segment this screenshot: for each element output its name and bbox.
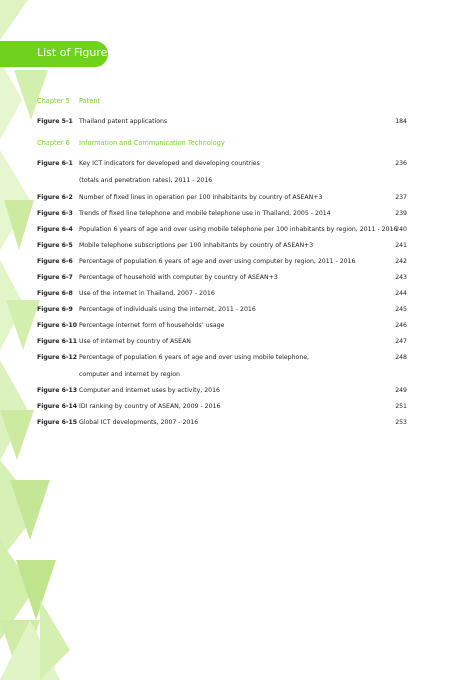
figure-title: Use of the internet in Thailand, 2007 - 2016 (79, 290, 215, 297)
figure-page: 242 (395, 258, 407, 265)
figure-number: Figure 6-9 (37, 306, 73, 313)
figure-page: 243 (395, 274, 407, 281)
figure-page: 248 (395, 354, 407, 361)
figure-page: 249 (395, 387, 407, 394)
figure-number: Figure 6-3 (37, 210, 73, 217)
figure-number: Figure 6-8 (37, 290, 73, 297)
page-title: List of Figures (37, 46, 114, 59)
figure-title: Number of fixed lines in operation per 100 inhabitants by country of ASEAN+3 (79, 194, 323, 201)
figure-title: Mobile telephone subscriptions per 100 inhabitants by country of ASEAN+3 (79, 242, 314, 249)
figure-number: Figure 6-1 (37, 160, 73, 167)
figure-number: Figure 6-6 (37, 258, 73, 265)
figure-title: Trends of fixed line telephone and mobile telephone use in Thailand, 2005 - 2014 (79, 210, 331, 217)
figure-number: Figure 6-7 (37, 274, 73, 281)
figure-title: Percentage of population 6 years of age and over using mobile telephone, computer and internet by region (79, 354, 310, 378)
figure-number: Figure 6-2 (37, 194, 73, 201)
figure-title: Thailand patent applications (79, 118, 168, 125)
figure-title: Percentage internet form of households’ usage (79, 322, 225, 329)
figure-page: 247 (395, 338, 407, 345)
chapter-title: Patent (79, 97, 101, 105)
figure-page: 236 (395, 160, 407, 167)
figure-number: Figure 6-14 (37, 403, 78, 410)
figure-page: 241 (395, 242, 407, 249)
figure-title: Population 6 years of age and over using mobile telephone per 100 inhabitants by region, 2011 - 2016 (79, 226, 398, 233)
figure-title: Percentage of population 6 years of age and over using computer by region, 2011 - 2016 (79, 258, 356, 265)
figure-number: Figure 5-1 (37, 118, 73, 125)
figure-title: Use of internet by country of ASEAN (79, 338, 191, 345)
figure-title: Percentage of individuals using the internet, 2011 - 2016 (79, 306, 256, 313)
figure-title: Computer and internet uses by activity, 2016 (79, 387, 220, 394)
figure-title: Key ICT indicators for developed and developing countries (totals and penetration rates), 2011 - 2016 (79, 160, 260, 184)
figure-page: 184 (395, 118, 407, 125)
figure-number: Figure 6-5 (37, 242, 73, 249)
figure-page: 237 (395, 194, 407, 201)
figure-page: 244 (395, 290, 407, 297)
figure-page: 251 (395, 403, 407, 410)
figure-page: 253 (395, 419, 407, 426)
list-of-figures-banner (0, 41, 114, 67)
figure-title: IDI ranking by country of ASEAN, 2009 - 2016 (79, 403, 221, 410)
figure-page: 245 (395, 306, 407, 313)
figure-number: Figure 6-4 (37, 226, 73, 233)
figure-title: Percentage of household with computer by country of ASEAN+3 (79, 274, 278, 281)
figure-number: Figure 6-11 (37, 338, 78, 345)
figure-number: Figure 6-15 (37, 419, 78, 426)
chapter-label: Chapter 6 (37, 139, 70, 147)
figure-page: 240 (395, 226, 407, 233)
figure-page: 239 (395, 210, 407, 217)
chapter-label: Chapter 5 (37, 97, 70, 105)
figure-title: Global ICT developments, 2007 - 2016 (79, 419, 199, 426)
chapter-title: Information and Communication Technology (79, 139, 225, 147)
figure-number: Figure 6-10 (37, 322, 78, 329)
figure-page: 246 (395, 322, 407, 329)
figure-number: Figure 6-13 (37, 387, 78, 394)
figure-number: Figure 6-12 (37, 354, 78, 361)
